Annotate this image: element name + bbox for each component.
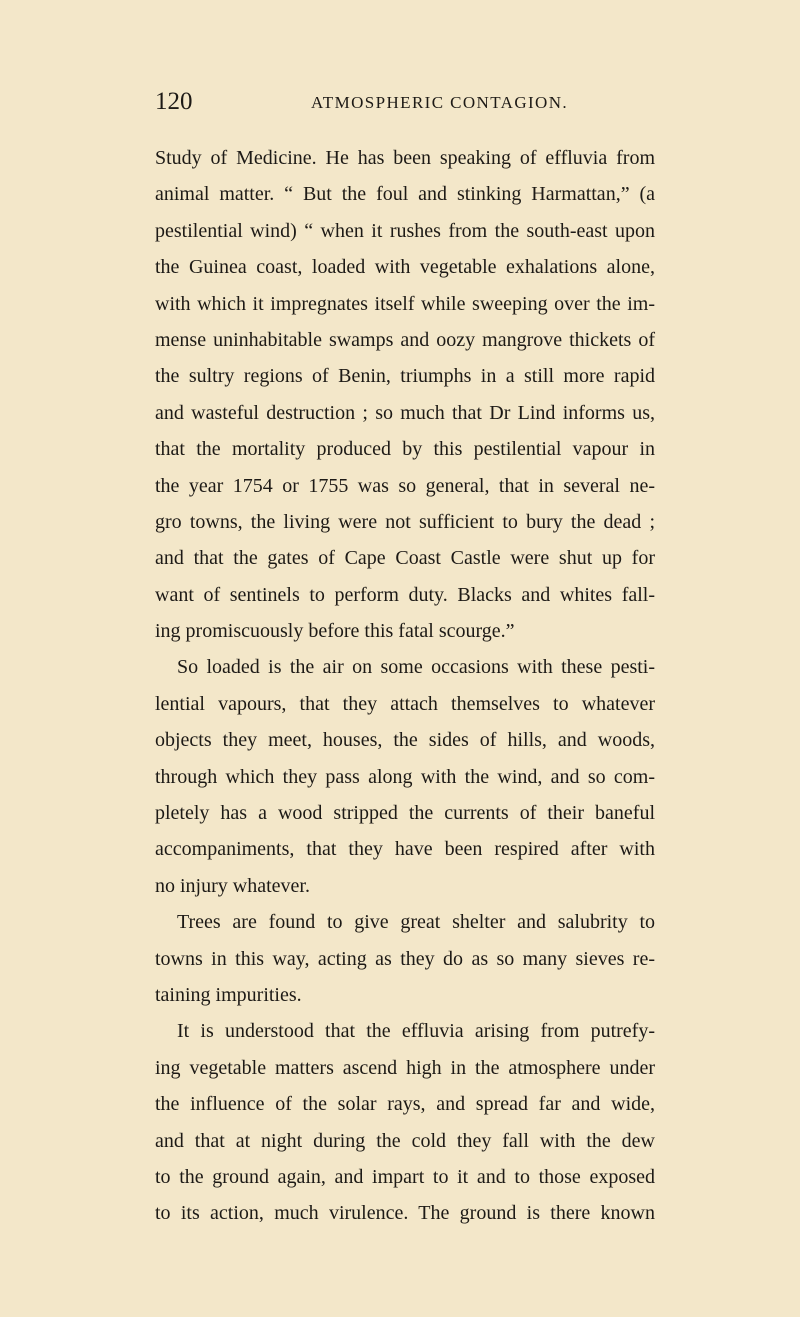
text-line: towns in this way, acting as they do as so many sieves re-	[155, 947, 655, 970]
text-line: lential vapours, that they attach themselves to whatever	[155, 692, 655, 715]
text-line: want of sentinels to perform duty. Blacks and whites fall-	[155, 583, 655, 606]
text-line: It is understood that the effluvia arising from putrefy-	[177, 1020, 655, 1043]
text-line: the Guinea coast, loaded with vegetable exhalations alone,	[155, 256, 655, 279]
page-header	[155, 88, 655, 120]
text-line: gro towns, the living were not sufficient to bury the dead ;	[155, 510, 655, 533]
text-line: through which they pass along with the wind, and so com-	[155, 765, 655, 788]
text-line: Trees are found to give great shelter and salubrity to	[177, 911, 655, 934]
text-line: So loaded is the air on some occasions with these pesti-	[177, 656, 655, 679]
text-line: ing promiscuously before this fatal scourge.”	[155, 620, 515, 643]
text-line: the sultry regions of Benin, triumphs in a still more rapid	[155, 365, 655, 388]
text-line: no injury whatever.	[155, 874, 310, 897]
text-line: pestilential wind) “ when it rushes from the south-east upon	[155, 219, 655, 242]
body-text	[155, 140, 655, 1232]
text-line: mense uninhabitable swamps and oozy mangrove thickets of	[155, 328, 655, 351]
text-line: that the mortality produced by this pestilential vapour in	[155, 438, 655, 461]
text-line: and that at night during the cold they fall with the dew	[155, 1129, 655, 1152]
text-line: accompaniments, that they have been respired after with	[155, 838, 655, 861]
text-line: the influence of the solar rays, and spread far and wide,	[155, 1093, 655, 1116]
text-line: and wasteful destruction ; so much that Dr Lind informs us,	[155, 401, 655, 424]
text-line: with which it impregnates itself while sweeping over the im-	[155, 292, 655, 315]
text-line: to its action, much virulence. The ground is there known	[155, 1202, 655, 1225]
text-line: taining impurities.	[155, 983, 302, 1006]
text-line: to the ground again, and impart to it and to those exposed	[155, 1165, 655, 1188]
text-line: animal matter. “ But the foul and stinking Harmattan,” (a	[155, 183, 655, 206]
text-line: Study of Medicine. He has been speaking of effluvia from	[155, 147, 655, 169]
running-head: ATMOSPHERIC CONTAGION.	[311, 93, 569, 112]
text-line: objects they meet, houses, the sides of hills, and woods,	[155, 729, 655, 752]
page-number: 120	[155, 88, 193, 115]
text-line: the year 1754 or 1755 was so general, that in several ne-	[155, 474, 655, 497]
text-line: and that the gates of Cape Coast Castle were shut up for	[155, 547, 655, 570]
text-line: pletely has a wood stripped the currents of their baneful	[155, 802, 655, 825]
text-line: ing vegetable matters ascend high in the atmosphere under	[155, 1056, 655, 1079]
